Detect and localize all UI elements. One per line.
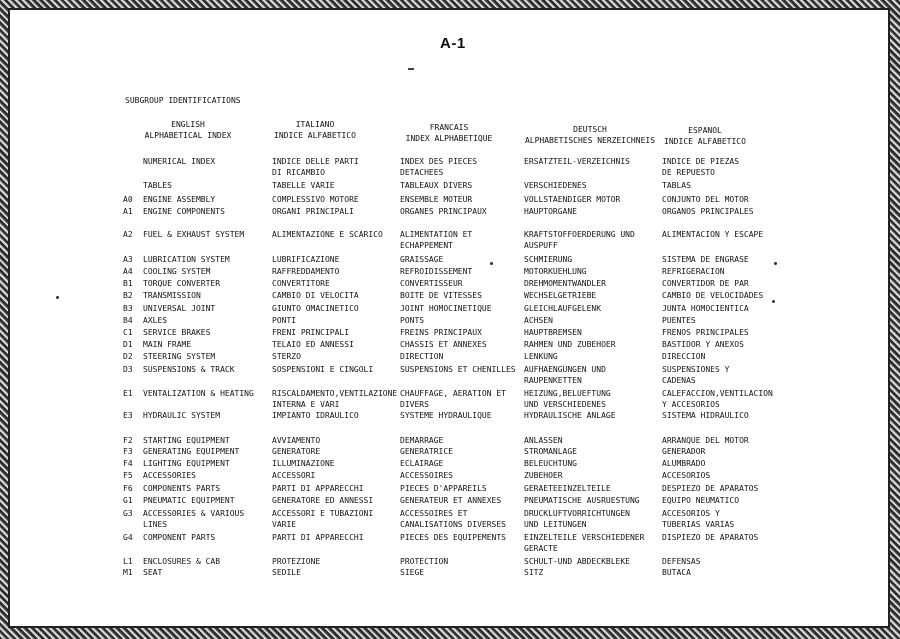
cell-italiano: COMPLESSIVO MOTORE (272, 195, 359, 204)
cell-deutsch: SITZ (524, 568, 544, 577)
cell-english: AXLES (143, 316, 168, 325)
cell-espanol: BASTIDOR Y ANEXOS (662, 340, 744, 349)
cell-espanol: ORGANOS PRINCIPALES (662, 207, 754, 216)
cell-espanol: CALEFACCION,VENTILACION Y ACCESORIOS (662, 389, 773, 410)
cell-francais: CONVERTISSEUR (400, 279, 463, 288)
group-code: L1 (123, 557, 133, 566)
cell-francais: SUSPENSIONS ET CHENILLES (400, 365, 516, 374)
cell-deutsch: MOTORKUEHLUNG (524, 267, 587, 276)
index-label: INDICE ALFABETICO (274, 131, 356, 140)
cell-english: FUEL & EXHAUST SYSTEM (143, 230, 245, 239)
cell-francais: ENSEMBLE MOTEUR (400, 195, 473, 204)
index-label: ALPHABETICAL INDEX (144, 131, 232, 140)
group-code: F4 (123, 459, 133, 468)
group-code: F5 (123, 471, 133, 480)
group-code: E3 (123, 411, 133, 420)
language-name: FRANCAIS (429, 123, 469, 132)
cell-english: STEERING SYSTEM (143, 352, 216, 361)
cell-francais: BOITE DE VITESSES (400, 291, 482, 300)
index-label: INDEX ALPHABETIQUE (405, 134, 493, 143)
cell-english: ACCESSORIES & VARIOUS LINES (143, 509, 245, 530)
cell-english: UNIVERSAL JOINT (143, 304, 216, 313)
cell-francais: PIECES DES EQUIPEMENTS (400, 533, 506, 542)
group-code: A0 (123, 195, 133, 204)
header-english (138, 119, 238, 141)
index-label: INDICE ALFABETICO (664, 137, 746, 146)
cell-deutsch: ZUBEHOER (524, 471, 563, 480)
subgroup-heading: SUBGROUP IDENTIFICATIONS (125, 96, 241, 105)
group-code: B1 (123, 279, 133, 288)
cell-deutsch: BELEUCHTUNG (524, 459, 577, 468)
cell-deutsch: HYDRAULISCHE ANLAGE (524, 411, 616, 420)
group-code: B2 (123, 291, 133, 300)
cell-espanol: ALIMENTACION Y ESCAPE (662, 230, 764, 239)
document-page (10, 10, 888, 626)
cell-english: TRANSMISSION (143, 291, 201, 300)
cell-francais: ALIMENTATION ET ECHAPPEMENT (400, 230, 473, 251)
cell-espanol: INDICE DE PIEZAS DE REPUESTO (662, 157, 740, 178)
cell-italiano: TELAIO ED ANNESSI (272, 340, 354, 349)
cell-espanol: EQUIPO NEUMATICO (662, 496, 740, 505)
cell-espanol: CONJUNTO DEL MOTOR (662, 195, 749, 204)
cell-italiano: CAMBIO DI VELOCITA (272, 291, 359, 300)
cell-deutsch: LENKUNG (524, 352, 558, 361)
cell-english: SEAT (143, 568, 163, 577)
cell-english: STARTING EQUIPMENT (143, 436, 230, 445)
cell-italiano: INDICE DELLE PARTI DI RICAMBIO (272, 157, 359, 178)
cell-espanol: JUNTA HOMOCIENTICA (662, 304, 749, 313)
cell-italiano: PARTI DI APPARECCHI (272, 484, 364, 493)
cell-francais: CHASSIS ET ANNEXES (400, 340, 487, 349)
cell-italiano: GENERATORE ED ANNESSI (272, 496, 374, 505)
cell-francais: TABLEAUX DIVERS (400, 181, 473, 190)
cell-italiano: ALIMENTAZIONE E SCARICO (272, 230, 383, 239)
cell-francais: SYSTEME HYDRAULIQUE (400, 411, 492, 420)
scan-speck (774, 262, 777, 265)
cell-english: GENERATING EQUIPMENT (143, 447, 240, 456)
cell-english: COMPONENTS PARTS (143, 484, 221, 493)
cell-english: ENGINE COMPONENTS (143, 207, 225, 216)
cell-deutsch: GLEICHLAUFGELENK (524, 304, 602, 313)
cell-english: HYDRAULIC SYSTEM (143, 411, 221, 420)
cell-italiano: LUBRIFICAZIONE (272, 255, 340, 264)
group-code: F6 (123, 484, 133, 493)
cell-deutsch: STROMANLAGE (524, 447, 577, 456)
cell-deutsch: HAUPTBREMSEN (524, 328, 582, 337)
cell-italiano: CONVERTITORE (272, 279, 330, 288)
group-code: F2 (123, 436, 133, 445)
cell-deutsch: DREHMOMENTWANDLER (524, 279, 606, 288)
cell-deutsch: SCHULT-UND ABDECKBLEKE (524, 557, 630, 566)
group-code: G1 (123, 496, 133, 505)
cell-espanol: DEFENSAS (662, 557, 701, 566)
group-code: A1 (123, 207, 133, 216)
cell-italiano: SEDILE (272, 568, 301, 577)
cell-italiano: FRENI PRINCIPALI (272, 328, 350, 337)
group-code: B3 (123, 304, 133, 313)
cell-francais: SIEGE (400, 568, 425, 577)
cell-italiano: GIUNTO OMACINETICO (272, 304, 359, 313)
cell-deutsch: DRUCKLUFTVORRICHTUNGEN UND LEITUNGEN (524, 509, 630, 530)
cell-italiano: RISCALDAMENTO,VENTILAZIONE INTERNA E VARI (272, 389, 398, 410)
group-code: D1 (123, 340, 133, 349)
cell-espanol: DISPIEZO DE APARATOS (662, 533, 759, 542)
cell-english: ENCLOSURES & CAB (143, 557, 221, 566)
cell-english: SUSPENSIONS & TRACK (143, 365, 235, 374)
cell-espanol: PUENTES (662, 316, 696, 325)
cell-espanol: DIRECCION (662, 352, 706, 361)
header-francais (393, 122, 505, 144)
cell-francais: CHAUFFAGE, AERATION ET DIVERS (400, 389, 506, 410)
cell-english: LUBRICATION SYSTEM (143, 255, 230, 264)
language-name: ITALIANO (295, 120, 335, 129)
cell-espanol: REFRIGERACION (662, 267, 725, 276)
cell-francais: ORGANES PRINCIPAUX (400, 207, 487, 216)
header-deutsch (516, 124, 664, 146)
header-espanol (655, 125, 755, 147)
cell-deutsch: PNEUMATISCHE AUSRUESTUNG (524, 496, 640, 505)
cell-deutsch: EINZELTEILE VERSCHIEDENER GERACTE (524, 533, 645, 554)
cell-deutsch: KRAFTSTOFFOERDERUNG UND AUSPUFF (524, 230, 635, 251)
scan-mark (408, 68, 414, 70)
scan-speck (772, 300, 775, 303)
group-code: D2 (123, 352, 133, 361)
cell-francais: PONTS (400, 316, 425, 325)
cell-francais: ACCESSOIRES (400, 471, 453, 480)
cell-deutsch: ERSATZTEIL-VERZEICHNIS (524, 157, 630, 166)
cell-english: PNEUMATIC EQUIPMENT (143, 496, 235, 505)
cell-espanol: FRENOS PRINCIPALES (662, 328, 749, 337)
cell-english: VENTALIZATION & HEATING (143, 389, 254, 398)
cell-deutsch: AUFHAENGUNGEN UND RAUPENKETTEN (524, 365, 606, 386)
cell-espanol: SISTEMA DE ENGRASE (662, 255, 749, 264)
language-name: ENGLISH (171, 120, 205, 129)
cell-francais: JOINT HOMOCINETIQUE (400, 304, 492, 313)
cell-francais: PIECES D'APPAREILS (400, 484, 487, 493)
group-code: C1 (123, 328, 133, 337)
cell-english: ENGINE ASSEMBLY (143, 195, 216, 204)
cell-italiano: ILLUMINAZIONE (272, 459, 335, 468)
group-code: M1 (123, 568, 133, 577)
cell-francais: DIRECTION (400, 352, 444, 361)
cell-espanol: DESPIEZO DE APARATOS (662, 484, 759, 493)
cell-deutsch: VERSCHIEDENES (524, 181, 587, 190)
cell-english: LIGHTING EQUIPMENT (143, 459, 230, 468)
cell-espanol: ACCESORIOS Y TUBERIAS VARIAS (662, 509, 735, 530)
cell-francais: PROTECTION (400, 557, 449, 566)
index-label: ALPHABETISCHES NERZEICHNEIS (524, 136, 656, 145)
cell-deutsch: ANLASSEN (524, 436, 563, 445)
cell-espanol: BUTACA (662, 568, 691, 577)
group-code: D3 (123, 365, 133, 374)
language-name: DEUTSCH (573, 125, 607, 134)
cell-espanol: ARRANQUE DEL MOTOR (662, 436, 749, 445)
cell-english: TORQUE CONVERTER (143, 279, 221, 288)
cell-italiano: PARTI DI APPARECCHI (272, 533, 364, 542)
header-italiano (265, 119, 365, 141)
cell-deutsch: HAUPTORGANE (524, 207, 577, 216)
scan-speck (490, 262, 493, 265)
cell-english: MAIN FRAME (143, 340, 192, 349)
cell-italiano: ORGANI PRINCIPALI (272, 207, 354, 216)
cell-italiano: GENERATORE (272, 447, 321, 456)
cell-francais: ACCESSOIRES ET CANALISATIONS DIVERSES (400, 509, 506, 530)
cell-italiano: STERZO (272, 352, 301, 361)
cell-espanol: TABLAS (662, 181, 691, 190)
group-code: E1 (123, 389, 133, 398)
cell-english: SERVICE BRAKES (143, 328, 211, 337)
cell-francais: DEMARRAGE (400, 436, 444, 445)
cell-deutsch: GERAETEEINZELTEILE (524, 484, 611, 493)
cell-italiano: PROTEZIONE (272, 557, 321, 566)
cell-english: ACCESSORIES (143, 471, 196, 480)
group-code: A3 (123, 255, 133, 264)
cell-deutsch: SCHMIERUNG (524, 255, 573, 264)
page-title: A-1 (440, 35, 466, 52)
language-name: ESPANOL (688, 126, 722, 135)
cell-espanol: GENERADOR (662, 447, 706, 456)
cell-francais: REFROIDISSEMENT (400, 267, 473, 276)
cell-francais: INDEX DES PIECES DETACHEES (400, 157, 478, 178)
cell-francais: GENERATEUR ET ANNEXES (400, 496, 502, 505)
cell-francais: GENERATRICE (400, 447, 453, 456)
group-code: F3 (123, 447, 133, 456)
cell-francais: FREINS PRINCIPAUX (400, 328, 482, 337)
cell-espanol: CAMBIO DE VELOCIDADES (662, 291, 764, 300)
group-code: A4 (123, 267, 133, 276)
cell-deutsch: RAHMEN UND ZUBEHOER (524, 340, 616, 349)
cell-italiano: ACCESSORI E TUBAZIONI VARIE (272, 509, 374, 530)
cell-italiano: IMPIANTO IDRAULICO (272, 411, 359, 420)
cell-english: COMPONENT PARTS (143, 533, 216, 542)
group-code: B4 (123, 316, 133, 325)
cell-francais: ECLAIRAGE (400, 459, 444, 468)
group-code: G3 (123, 509, 133, 518)
cell-italiano: SOSPENSIONI E CINGOLI (272, 365, 374, 374)
cell-espanol: ALUMBRADO (662, 459, 706, 468)
cell-espanol: CONVERTIDOR DE PAR (662, 279, 749, 288)
cell-italiano: AVVIAMENTO (272, 436, 321, 445)
cell-deutsch: ACHSEN (524, 316, 553, 325)
group-code: A2 (123, 230, 133, 239)
cell-english: TABLES (143, 181, 172, 190)
cell-italiano: TABELLE VARIE (272, 181, 335, 190)
cell-english: NUMERICAL INDEX (143, 157, 216, 166)
cell-espanol: SISTEMA HIDRAULICO (662, 411, 749, 420)
cell-italiano: PONTI (272, 316, 297, 325)
cell-espanol: ACCESORIOS (662, 471, 711, 480)
cell-deutsch: WECHSELGETRIEBE (524, 291, 597, 300)
cell-italiano: ACCESSORI (272, 471, 316, 480)
cell-espanol: SUSPENSIONES Y CADENAS (662, 365, 730, 386)
cell-francais: GRAISSAGE (400, 255, 444, 264)
cell-italiano: RAFFREDDAMENTO (272, 267, 340, 276)
scan-speck (56, 296, 59, 299)
cell-deutsch: VOLLSTAENDIGER MOTOR (524, 195, 621, 204)
cell-deutsch: HEIZUNG,BELUEFTUNG UND VERSCHIEDENES (524, 389, 611, 410)
cell-english: COOLING SYSTEM (143, 267, 211, 276)
group-code: G4 (123, 533, 133, 542)
